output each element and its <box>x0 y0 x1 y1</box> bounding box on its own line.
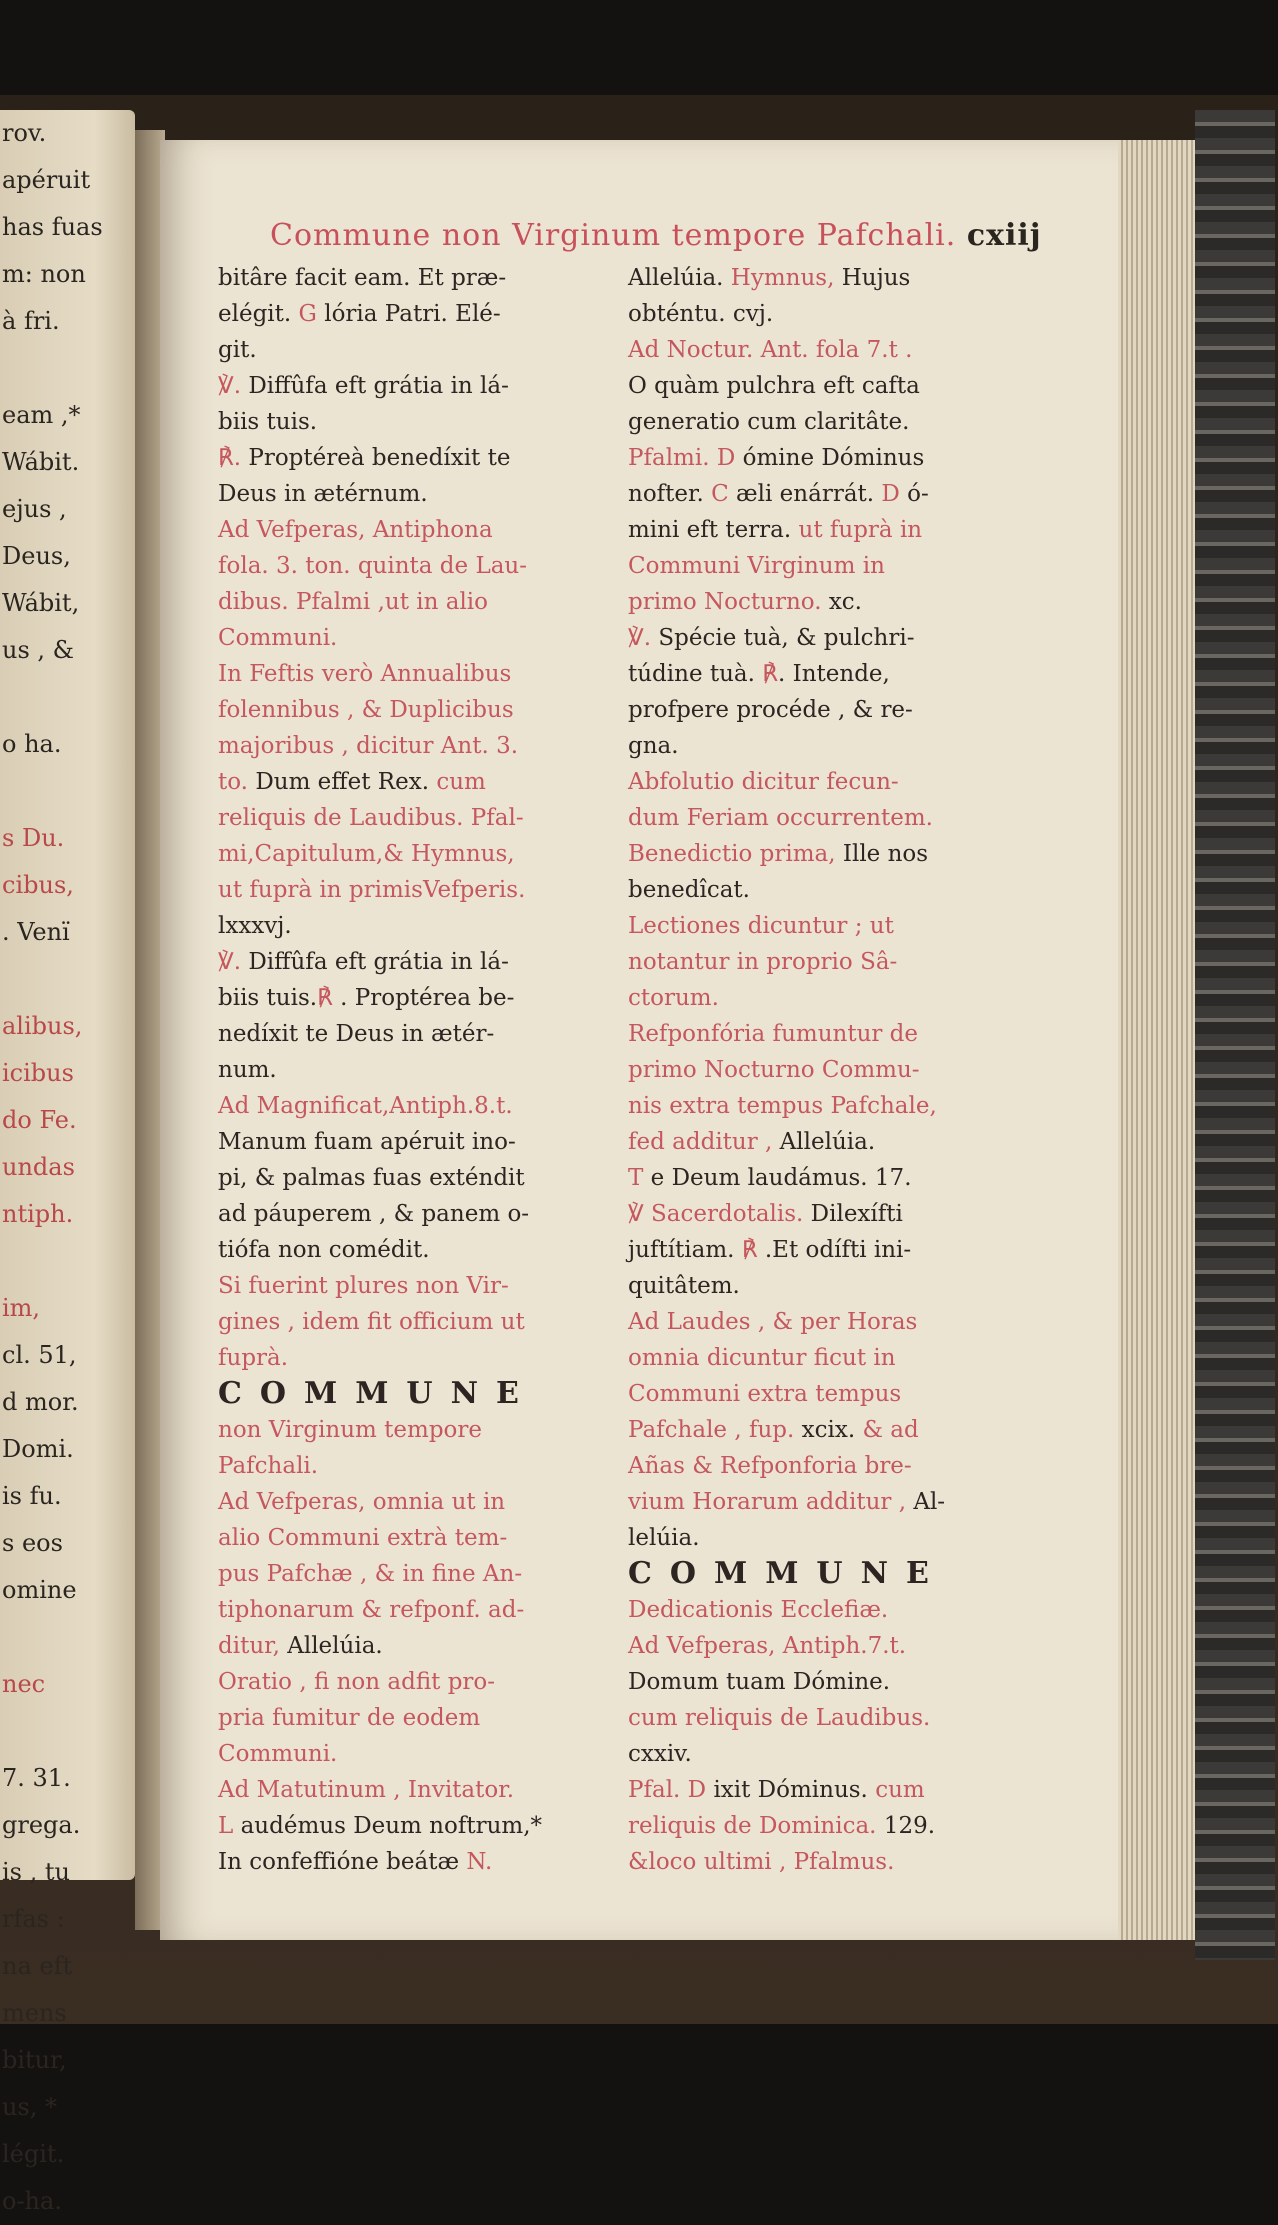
body-text: nedíxit te Deus in ætér- <box>218 1021 495 1047</box>
text-column-left <box>218 260 608 1880</box>
text-line <box>218 548 608 584</box>
left-page-fragment: Wábit. <box>2 448 80 476</box>
left-page-fragment: is fu. <box>2 1482 62 1510</box>
text-line <box>218 1016 608 1052</box>
left-page-fragment: 7. 31. <box>2 1764 71 1792</box>
body-text: Allelúia. <box>287 1633 383 1659</box>
rubric-text: N. <box>466 1849 493 1875</box>
text-line <box>218 800 608 836</box>
rubric-text: ℟ <box>317 985 333 1011</box>
body-text: In confeffióne beátæ <box>218 1849 467 1875</box>
left-page-fragment: us, * <box>2 2093 58 2121</box>
rubric-text: C <box>711 481 729 507</box>
rubric-text: Communi. <box>218 625 338 651</box>
text-line <box>628 260 1018 296</box>
rubric-text: cum reliquis de Laudibus. <box>628 1705 931 1731</box>
text-line <box>628 1520 1018 1556</box>
rubric-text: Ad Laudes , & per Horas <box>628 1309 918 1335</box>
text-line <box>628 1808 1018 1844</box>
rubric-text: &loco ultimi , Pfalmus. <box>628 1849 895 1875</box>
body-text: Domum tuam Dómine. <box>628 1669 891 1695</box>
text-line <box>218 368 608 404</box>
left-page-fragment: d mor. <box>2 1388 79 1416</box>
left-page-fragment <box>0 674 135 721</box>
text-line <box>218 872 608 908</box>
body-text: Spécie tuà, & pulchri- <box>658 625 915 651</box>
body-text: lelúia. <box>628 1525 700 1551</box>
text-line <box>218 1592 608 1628</box>
rubric-text: T <box>628 1165 644 1191</box>
rubric-text: In Feftis verò Annualibus <box>218 661 512 687</box>
text-line <box>628 692 1018 728</box>
rubric-text: Benedictio prima, <box>628 841 843 867</box>
left-page-fragment <box>0 768 135 815</box>
rubric-text: Communi Virginum in <box>628 553 885 579</box>
text-line <box>218 260 608 296</box>
rubric-text: cum <box>875 1777 925 1803</box>
rubric-text: Pafchale , fup. <box>628 1417 802 1443</box>
text-line <box>218 1340 608 1376</box>
left-page-fragment: ntiph. <box>2 1200 74 1228</box>
body-text: benedîcat. <box>628 877 750 903</box>
left-page-fragment: bitur, <box>2 2046 67 2074</box>
body-text: tiófa non comédit. <box>218 1237 430 1263</box>
rubric-text: ℣. <box>218 373 249 399</box>
text-line <box>218 1664 608 1700</box>
body-text: e Deum laudámus. 17. <box>643 1165 912 1191</box>
text-line <box>628 1376 1018 1412</box>
text-line <box>218 1520 608 1556</box>
rubric-text: Añas & Refponforia bre- <box>628 1453 912 1479</box>
left-page-fragment: na eft <box>2 1952 73 1980</box>
rubric-text: primo Nocturno Commu- <box>628 1057 920 1083</box>
rubric-text: Oratio , fi non adfit pro- <box>218 1669 496 1695</box>
rubric-text: Ad Vefperas, Antiphona <box>218 517 493 543</box>
rubric-text: tiphonarum & refponf. ad- <box>218 1597 525 1623</box>
body-text: elégit. <box>218 301 299 327</box>
rubric-text: Pfalmi. <box>628 445 717 471</box>
text-line <box>218 908 608 944</box>
body-text: Allelúia. <box>628 265 731 291</box>
rubric-text: Hymnus, <box>730 265 842 291</box>
body-text: bitâre facit eam. Et præ- <box>218 265 507 291</box>
text-line <box>218 692 608 728</box>
body-text: .Et odífti ini- <box>757 1237 912 1263</box>
text-line <box>628 620 1018 656</box>
text-line <box>628 1304 1018 1340</box>
rubric-text: cum <box>429 769 486 795</box>
text-line <box>218 1844 608 1880</box>
left-page-fragment: rov. <box>2 119 47 147</box>
rubric-text: dibus. Pfalmi ,ut in alio <box>218 589 489 615</box>
text-line <box>218 1700 608 1736</box>
body-text: lória Patri. Elé- <box>316 301 501 327</box>
body-text: audémus Deum noftrum,* <box>233 1813 543 1839</box>
text-line <box>218 1304 608 1340</box>
rubric-text: ℣ <box>628 1201 652 1227</box>
rubric-text: Ad Vefperas, omnia ut in <box>218 1489 506 1515</box>
left-page-fragment: is , tu <box>2 1858 70 1886</box>
rubric-text: gines , idem fit officium ut <box>218 1309 525 1335</box>
rubric-text: Refponfória fumuntur de <box>628 1021 919 1047</box>
text-line <box>628 1052 1018 1088</box>
text-line <box>628 1088 1018 1124</box>
left-page-fragment: Wábit, <box>2 589 80 617</box>
left-page-fragment: ejus , <box>2 495 67 523</box>
rubric-text: fola. 3. ton. quinta de Lau- <box>218 553 528 579</box>
text-line <box>628 1124 1018 1160</box>
left-page-fragment: undas <box>2 1153 75 1181</box>
body-text: Allelúia. <box>779 1129 876 1155</box>
text-line <box>218 296 608 332</box>
rubric-text: mi,Capitulum,& Hymnus, <box>218 841 515 867</box>
text-line <box>628 512 1018 548</box>
body-text: xc. <box>828 589 862 615</box>
rubric-text: G <box>298 301 317 327</box>
body-text: Proptéreà benedíxit te <box>248 445 511 471</box>
rubric-text: nis extra tempus Pafchale, <box>628 1093 937 1119</box>
left-page-fragment: us , & <box>2 636 75 664</box>
body-text: ómine Dóminus <box>735 445 925 471</box>
left-page-fragment: mens <box>2 1999 67 2027</box>
body-text: ó- <box>899 481 929 507</box>
text-line <box>628 584 1018 620</box>
rubric-text: primo Nocturno. <box>628 589 829 615</box>
rubric-text: Ad Noctur. Ant. fola 7.t . <box>628 337 913 363</box>
body-text: Manum fuam apéruit ino- <box>218 1129 516 1155</box>
body-text: cxxiv. <box>628 1741 692 1767</box>
body-text: nofter. <box>628 481 712 507</box>
left-page-fragment: m: non <box>2 260 86 288</box>
rubric-text: ctorum. <box>628 985 719 1011</box>
text-line <box>628 944 1018 980</box>
rubric-text: pria fumitur de eodem <box>218 1705 481 1731</box>
left-page-fragment: has fuas <box>2 213 103 241</box>
body-text: obténtu. cvj. <box>628 301 774 327</box>
body-text: . Proptérea be- <box>332 985 515 1011</box>
text-line <box>628 656 1018 692</box>
body-text: generatio cum claritâte. <box>628 409 910 435</box>
rubric-text: Ad Matutinum , Invitator. <box>218 1777 515 1803</box>
body-text: juftítiam. <box>628 1237 742 1263</box>
text-line <box>218 1448 608 1484</box>
left-page-fragment: à fri. <box>2 307 60 335</box>
running-head <box>270 218 1050 253</box>
text-line <box>628 1016 1018 1052</box>
body-text: xcix. <box>801 1417 856 1443</box>
text-line <box>218 620 608 656</box>
left-page-fragment <box>0 345 135 392</box>
text-line <box>628 1232 1018 1268</box>
rubric-text: ℟. <box>218 445 249 471</box>
body-text: biis tuis. <box>218 985 318 1011</box>
text-line <box>628 296 1018 332</box>
left-page-fragment: rfas : <box>2 1905 65 1933</box>
text-line <box>628 1484 1018 1520</box>
section-heading: COMMUNE <box>628 1556 947 1591</box>
text-line <box>628 980 1018 1016</box>
text-line <box>628 404 1018 440</box>
text-line <box>628 872 1018 908</box>
rubric-text: Ad Vefperas, Antiph.7.t. <box>628 1633 907 1659</box>
text-line <box>218 1088 608 1124</box>
rubric-text: reliquis de Laudibus. Pfal- <box>218 805 524 831</box>
text-line <box>218 728 608 764</box>
text-line <box>628 836 1018 872</box>
rubric-text: fuprà. <box>218 1345 289 1371</box>
left-page-fragment: cl. 51, <box>2 1341 77 1369</box>
rubric-text: dum Feriam occurrentem. <box>628 805 933 831</box>
body-text: ad páuperem , & panem o- <box>218 1201 530 1227</box>
left-page-fragment: o-ha. <box>2 2187 62 2215</box>
text-line <box>218 1772 608 1808</box>
text-line <box>628 440 1018 476</box>
body-text: Ille nos <box>842 841 929 867</box>
left-page-fragment: im, <box>2 1294 41 1322</box>
body-text: 129. <box>883 1813 936 1839</box>
rubric-text: notantur in proprio Sâ- <box>628 949 898 975</box>
body-text: profpere procéde , & re- <box>628 697 913 723</box>
rubric-text: ut fuprà in primisVefperis. <box>218 877 526 903</box>
decorated-spine <box>1195 110 1275 1960</box>
text-line <box>218 944 608 980</box>
left-page-fragment <box>0 956 135 1003</box>
left-page-fragment: nec <box>2 1670 46 1698</box>
body-text: num. <box>218 1057 277 1083</box>
rubric-text: Communi extra tempus <box>628 1381 902 1407</box>
text-line <box>218 1124 608 1160</box>
text-line <box>628 1772 1018 1808</box>
rubric-text: D <box>716 445 736 471</box>
rubric-text: Dedicationis Ecclefiæ. <box>628 1597 889 1623</box>
text-line <box>218 1484 608 1520</box>
left-page-fragment: légit. <box>2 2140 65 2168</box>
left-page-fragment: Deus, <box>2 542 71 570</box>
text-line <box>628 1844 1018 1880</box>
text-line <box>218 980 608 1016</box>
text-line <box>218 1232 608 1268</box>
left-page-fragment: do Fe. <box>2 1106 77 1134</box>
rubric-text: majoribus , dicitur Ant. 3. <box>218 733 519 759</box>
rubric-text: ℟ <box>762 661 778 687</box>
rubric-text: vium Horarum additur , <box>628 1489 914 1515</box>
left-page-fragment: cibus, <box>2 871 74 899</box>
left-page-fragment: omine <box>2 1576 77 1604</box>
rubric-text: Pafchali. <box>218 1453 319 1479</box>
rubric-text: ℣. <box>628 625 659 651</box>
text-line <box>218 1196 608 1232</box>
left-page-fragment: apéruit <box>2 166 91 194</box>
text-line <box>218 836 608 872</box>
body-text: O quàm pulchra eft cafta <box>628 373 920 399</box>
body-text: lxxxvj. <box>218 913 292 939</box>
left-page-fragment <box>0 1614 135 1661</box>
left-page-fragment: alibus, <box>2 1012 83 1040</box>
text-line <box>628 368 1018 404</box>
text-line <box>218 1736 608 1772</box>
rubric-text: ditur, <box>218 1633 288 1659</box>
body-text: Dilexífti <box>803 1201 903 1227</box>
text-line <box>628 332 1018 368</box>
section-heading: COMMUNE <box>218 1376 537 1411</box>
text-line <box>218 584 608 620</box>
text-line <box>218 656 608 692</box>
text-line <box>628 548 1018 584</box>
text-line <box>218 1376 608 1412</box>
rubric-text: alio Communi extrà tem- <box>218 1525 508 1551</box>
text-line <box>628 1628 1018 1664</box>
body-text: quitâtem. <box>628 1273 740 1299</box>
text-line <box>218 1412 608 1448</box>
rubric-text: Communi. <box>218 1741 338 1767</box>
body-text: pi, & palmas fuas exténdit <box>218 1165 525 1191</box>
left-page-fragment: grega. <box>2 1811 81 1839</box>
rubric-text: L <box>218 1813 234 1839</box>
body-text: biis tuis. <box>218 409 318 435</box>
text-line <box>218 1052 608 1088</box>
text-line <box>218 440 608 476</box>
text-line <box>628 1556 1018 1592</box>
text-line <box>218 1808 608 1844</box>
rubric-text: ut fuprà in <box>798 517 923 543</box>
left-page-fragment: eam ,* <box>2 401 81 429</box>
body-text: Dum effet Rex. <box>255 769 430 795</box>
text-line <box>218 476 608 512</box>
text-line <box>218 1556 608 1592</box>
body-text: Al- <box>913 1489 946 1515</box>
text-line <box>628 1412 1018 1448</box>
rubric-text: fed additur , <box>628 1129 780 1155</box>
left-page-fragment: o ha. <box>2 730 62 758</box>
left-page-fragment: icibus <box>2 1059 74 1087</box>
rubric-text: reliquis de Dominica. <box>628 1813 884 1839</box>
rubric-text: Ad Magnificat,Antiph.8.t. <box>218 1093 513 1119</box>
text-line <box>218 764 608 800</box>
rubric-text: & ad <box>855 1417 919 1443</box>
text-line <box>628 1340 1018 1376</box>
rubric-text: folennibus , & Duplicibus <box>218 697 514 723</box>
left-page-fragment: . Venï <box>2 918 70 946</box>
body-text: Deus in ætérnum. <box>218 481 428 507</box>
text-line <box>628 908 1018 944</box>
running-head-title: Commune non Virginum tempore Pafchali. <box>270 218 957 253</box>
text-line <box>628 728 1018 764</box>
rubric-text: Sacerdotalis. <box>651 1201 804 1227</box>
body-text: ixit Dóminus. <box>713 1777 876 1803</box>
left-page-edge <box>0 110 135 2215</box>
rubric-text: Lectiones dicuntur ; ut <box>628 913 894 939</box>
text-line <box>218 1628 608 1664</box>
text-line <box>218 512 608 548</box>
text-line <box>628 476 1018 512</box>
body-text: git. <box>218 337 257 363</box>
left-page-fragment: Domi. <box>2 1435 74 1463</box>
text-line <box>628 1196 1018 1232</box>
body-text: Diffûfa eft grátia in lá- <box>248 373 509 399</box>
text-line <box>628 1736 1018 1772</box>
rubric-text: ℟ <box>741 1237 758 1263</box>
rubric-text: Abfolutio dicitur fecun- <box>628 769 899 795</box>
rubric-text: pus Pafchæ , & in fine An- <box>218 1561 523 1587</box>
body-text: Hujus <box>841 265 911 291</box>
text-line <box>628 764 1018 800</box>
rubric-text: Si fuerint plures non Vir- <box>218 1273 509 1299</box>
text-line <box>628 1664 1018 1700</box>
text-line <box>628 1700 1018 1736</box>
page-edges <box>1118 140 1198 1940</box>
text-line <box>628 1268 1018 1304</box>
rubric-text: omnia dicuntur ficut in <box>628 1345 896 1371</box>
left-page-fragment: s eos <box>2 1529 63 1557</box>
text-line <box>628 1448 1018 1484</box>
rubric-text: ℣. <box>218 949 249 975</box>
body-text: . Intende, <box>778 661 890 687</box>
rubric-text: Pfal. D <box>628 1777 714 1803</box>
rubric-text: to. <box>218 769 256 795</box>
left-page-fragment: s Du. <box>2 824 65 852</box>
text-line <box>628 1592 1018 1628</box>
folio-number: cxiij <box>966 218 1042 253</box>
text-line <box>218 404 608 440</box>
rubric-text: non Virginum tempore <box>218 1417 483 1443</box>
text-line <box>218 332 608 368</box>
body-text: túdine tuà. <box>628 661 763 687</box>
left-page-fragment <box>0 1238 135 1285</box>
body-text: gna. <box>628 733 679 759</box>
body-text: mini eft terra. <box>628 517 799 543</box>
body-text: Diffûfa eft grátia in lá- <box>248 949 509 975</box>
body-text: æli enárrát. <box>728 481 882 507</box>
text-column-right <box>628 260 1018 1880</box>
rubric-text: D <box>881 481 900 507</box>
text-line <box>628 800 1018 836</box>
left-page-fragment <box>0 1708 135 1755</box>
text-line <box>628 1160 1018 1196</box>
text-line <box>218 1160 608 1196</box>
text-line <box>218 1268 608 1304</box>
